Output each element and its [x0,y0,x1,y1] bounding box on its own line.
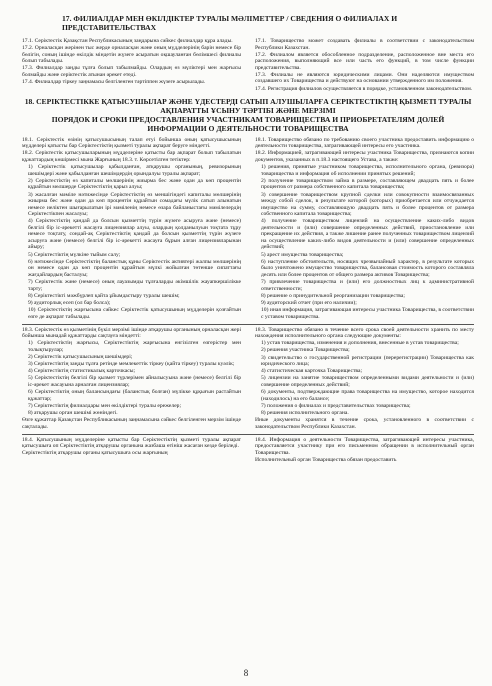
paragraph: 18.3. Товарищество обязано в течение всего срока своей деятельности хранить по месту нахождения исполнительного органа следующие документы: [255,326,474,340]
section-18-block-3 [22,437,474,464]
list-item: 2) Серіктестік қатысушысының шешімдері; [28,354,133,361]
page-number: 8 [243,668,249,678]
paragraph: Исполнительный орган Товарищества обязан предоставить [255,457,397,464]
paragraph: 18.4. Информация о деятельности Товарищества, затрагивающей интересы участника, предоставляется участнику при его письменном обращении в исполнительный орган Товарищества. [255,436,474,456]
divider [22,324,474,325]
divider [22,434,474,435]
list-item: 2) решения участника Товарищества; [261,347,350,354]
kazakh-column [22,327,241,431]
list-item: 3) свидетельство о государственной регистрации (перерегистрации) Товарищества как юридического лица; [261,354,474,368]
paragraph: 18.2. Информацией, затрагивающей интересы участника Товарищества, признаются копии документов, указанных в п.18.3 настоящего Устава, а также: [255,150,474,163]
section-18-heading-kazakh: 18. СЕРІКТЕСТІККЕ ҚАТЫСУШЫЛАР ЖӘНЕ ҮДЕСТЕРДІ САТЫП АЛУШЫЛАРҒА СЕРІКТЕСТІКТІҢ ҚЫЗМЕТІ ТУРАЛЫ АҚПАРАТТЫ ҰСЫНУ ТӘРТІБІ ЖӘНЕ МЕРЗІМІ [24,96,472,115]
paragraph: Иные документы хранятся в течение срока, установленного в соответствии с законодательством Республики Казахстан. [255,417,474,430]
list-item: 8) Серіктестікті мәжбүрлеп қайта ұйымдастыру туралы шешім; [28,292,180,299]
paragraph: 17.1. Товарищество может создавать филиалы в соответствии с законодательством Республики Казахстан. [255,38,474,51]
paragraph: 17.4. Регистрация филиалов осуществляется в порядке, установленном законодательством. [255,85,473,92]
list-item: 5) лицензии на занятие товариществом определенными видами деятельности и (или) совершение определенных действий; [261,375,474,388]
paragraph: Өзге құжаттар Қазақстан Республикасының заңнамасына сәйкес белгіленген мерзім ішінде сақталады. [22,417,241,430]
paragraph: 18.2. Серіктестік қатысушыларының мүдделеріне қатысты бар ақпарат болып табылатын құжаттардың көшірмесі мына Жарғының 18.3. т. Көрсетілген тетіктер: [22,150,241,163]
section-18-heading-russian: ПОРЯДОК И СРОКИ ПРЕДОСТАВЛЕНИЯ УЧАСТНИКАМ ТОВАРИЩЕСТВА И ПРИОБРЕТАТЕЛЯМ ДОЛЕЙ ИНФОРМАЦИИ О ДЕЯТЕЛЬНОСТИ ТОВАРИЩЕСТВА [51,114,445,133]
paragraph: 17.2. Филиалом является обособленное подразделение, расположенное вне места его расположения, выполняющий все или часть его функций, в том числе функции представительства. [255,51,474,71]
section-17-russian-column [255,38,474,93]
list-item: 3) совершение товариществом крупной сделки или совокупности взаимосвязанных между собой сделок, в результате которой (которых) приобретается или отчуждается имущество на сумму, составляющую двадцать пять и более процентов от размера собственного капитала товарищества; [261,191,474,218]
list-item: 1) решения, принятые участником товарищества, исполнительного органа, (ревизора) товарищества и информация об исполнении принятых решений; [261,164,474,177]
list-item: 9) аудиторский отчет (при его наличии); [261,299,357,306]
paragraph: 17.1. Серіктестік Қазақстан Республикасының заңдарына сәйкес филиалдар құра алады. [22,38,233,44]
list-item: 1) Серіктестік қатысушылар қабылданған, атқарушы органының, ревизорының шешімдері және қабылданған шешімдердің орындалуы туралы ақпарат; [28,164,241,177]
list-item: 8) атқарушы орган шешімі жөніндегі. [28,409,118,416]
list-item: 10) иная информация, затрагивающая интересы участника Товарищества, в соответствии с уставом товарищества. [261,306,474,320]
paragraph: 17.3. Филиалдар заңды тұлға болып табылмайды. Олардың өз мүліктері мен жарғысы болмайды және серіктестік атынан әрекет етеді. [22,65,241,78]
paragraph: 17.2. Орналасқан жерінен тыс жерде орналасқан және оның мүдделерінің барін немесе бір бөлігін, соның ішінде өкілдік міндетін жүзеге асыратын оқшауланған бөлімшесі филиалы болып табылады. [22,45,241,65]
paragraph: Серіктестіктің атқарушы органы қатысушыға осы жарғының [22,450,168,457]
list-item: 2) Серіктестіктің өз капиталы мөлшерінің жиырма бес және одан да көп процентін құрайтын мөлшерде Серіктестіктің қарыз алуы; [28,177,241,191]
paragraph: 17.4. Филиалдар тіркеу заңнамасы белгіленген тәртіппен жүзеге асырылады. [22,79,206,86]
paragraph: 18.3. Серіктестік өз қызметінің бүкіл мерзімі ішінде атқарушы органының орналасқан жері бойынша мынадай құжаттарды сақтауға міндетті: [22,326,241,340]
list-item: 7) Серіктестіктің филиалдары мен өкілдіктері туралы ережелер; [28,402,182,409]
list-item: 5) арест имущества товарищества; [261,251,344,258]
list-item: 4) получение товариществом лицензий на осуществление каких-либо видов деятельности и (или) совершение определенных действий, приостановление или прекращение их действия, а также лишение ранее полученных товариществом лицензий на осуществление каких-либо видов деятельности и (или) совершение определенных действий; [261,218,474,251]
section-18-block-1 [22,137,474,321]
russian-column [255,137,474,321]
russian-column [255,327,474,431]
list-item: 8) решение о принудительной реорганизации товарищества; [261,292,405,299]
list-item: 5) Серіктестіктің мүлкіне тыйым салу; [28,251,121,258]
kazakh-column [22,437,241,464]
paragraph: 17.3. Филиалы не являются юридическими лицами. Они наделяются имуществом создавшего их Товарищества и действуют на основании утвержденного им положения. [255,71,474,85]
russian-column [255,437,474,464]
list-item: 4) Серіктестіктің статистикалық карточкасы; [28,368,136,375]
list-item: 7) положения о филиалах и представительствах товарищества; [261,402,411,409]
section-18-block-2 [22,327,474,431]
list-item: 2) получение товариществом займа в размере, составляющем двадцать пять и более процентов от размера собственного капитала товарищества; [261,177,474,191]
list-item: 6) нәтижесінде Серіктестіктің баланстық құны Серіктестік активтері жалпы мөлшерінің он немесе одан да көп процентін құрайтын мүлкі жойылған төтенше сипаттағы жағдайлардың басталуы; [28,258,241,278]
list-item: 1) Серіктестіктің жарғысы, Серіктестіктің жарғысына енгізілген өзгерістер мен толықтырулар; [28,340,241,353]
list-item: 6) Серіктестіктің оның балансындағы (баланстық болған) мүлікке құқығын растайтын құжаттар; [28,389,241,402]
list-item: 10) Серіктестіктің жарғысына сәйкес Серіктестік қатысушының мүдделерін қозғайтын өзге де ақпарат табылады. [28,306,241,320]
list-item: 3) Серіктестіктің заңды тұлға ретінде мемлекеттік тіркеу (қайта тіркеу) туралы куәлік; [28,361,235,368]
paragraph: 18.1. Товарищество обязано по требованию своего участника предоставить информацию о деятельности товарищества, затрагивающей интересы его участника. [255,136,474,150]
paragraph: 18.1. Серіктестік өзінің қатысушысының талап етуі бойынша оның қатысушысының мүдделері қатысты бар Серіктестіктің қызметі туралы ақпарат беруге міндетті. [22,136,241,150]
kazakh-column [22,137,241,321]
list-item: 7) привлечение товарищества и (или) его должностных лиц к административной ответственности; [261,278,474,292]
section-17-kazakh-column [22,38,241,93]
list-item: 8) решения исполнительного органа. [261,409,349,416]
paragraph: 18.4. Қатысушының мүдделеріне қатысты бар Серіктестіктің қызметі туралы ақпарат қатысушыға оп Серіктестіктің атқарушы органына жазбаша өтініш жасаған кезде беріледі. [22,436,241,450]
list-item: 1) устав товарищества, изменения и дополнения, внесенные в устав товарищества; [261,340,459,347]
section-17-heading: 17. ФИЛИАЛДАР МЕН ӨКІЛДІКТЕР ТУРАЛЫ МӘЛІМЕТТЕР / СВЕДЕНИЯ О ФИЛИАЛАХ И ПРЕДСТАВИТЕЛЬСТВАХ [62,14,398,32]
list-item: 9) аудиторлық есеп (ол бар болса); [28,299,111,306]
list-item: 6) документы, подтверждающие права товарищества на имущество, которое находится (находилось) на его балансе; [261,389,474,402]
list-item: 5) Серіктестіктің белгілі бір қызмет түрлерімен айналысуына және (немесе) белгілі бір іс-әрекет жасауына арналған лицензиялар; [28,375,241,388]
list-item: 6) наступление обстоятельств, носящих чрезвычайный характер, в результате которых было уничтожено имущество товарищества, балансовая стоимость которого составляла десять или более процентов от общего размера активов Товарищества; [261,258,474,278]
list-item: 4) статистическая карточка Товарищества; [261,368,363,375]
list-item: 7) Серіктестік және (немесе) оның лауазымды тұлғаларды әкімшілік жауапкершілікке тарту; [28,278,241,292]
list-item: 4) Серіктестіктің қандай да болсын қызметтің түрін жүзеге асыруға және (немесе) белгілі бір іс-әрекетті жасауға лицензиялар алуы, олардың қолданылуын тоқтата тұру немесе тоқтату, сондай-ақ Серіктестіктің қандай да болсын қызметтің түрін жүзеге асыруға және (немесе) белгілі бір іс-әрекетті жасауға бұрын алған лицензияларынан айыру; [28,218,241,251]
list-item: 3) жасалған мәміле нәтижесінде Серіктестіктің өз меншігіндегі капиталы мөлшерінің жиырма бес және одан да көп процентін құрайтын сомадағы мүлік сатып алынатын немесе иеліктен шығарылатын ірі мәміленің немесе өзара байланыстағы мәмілелердің Серіктестікпен жасалуы; [28,191,241,218]
section-17-body [22,38,474,93]
